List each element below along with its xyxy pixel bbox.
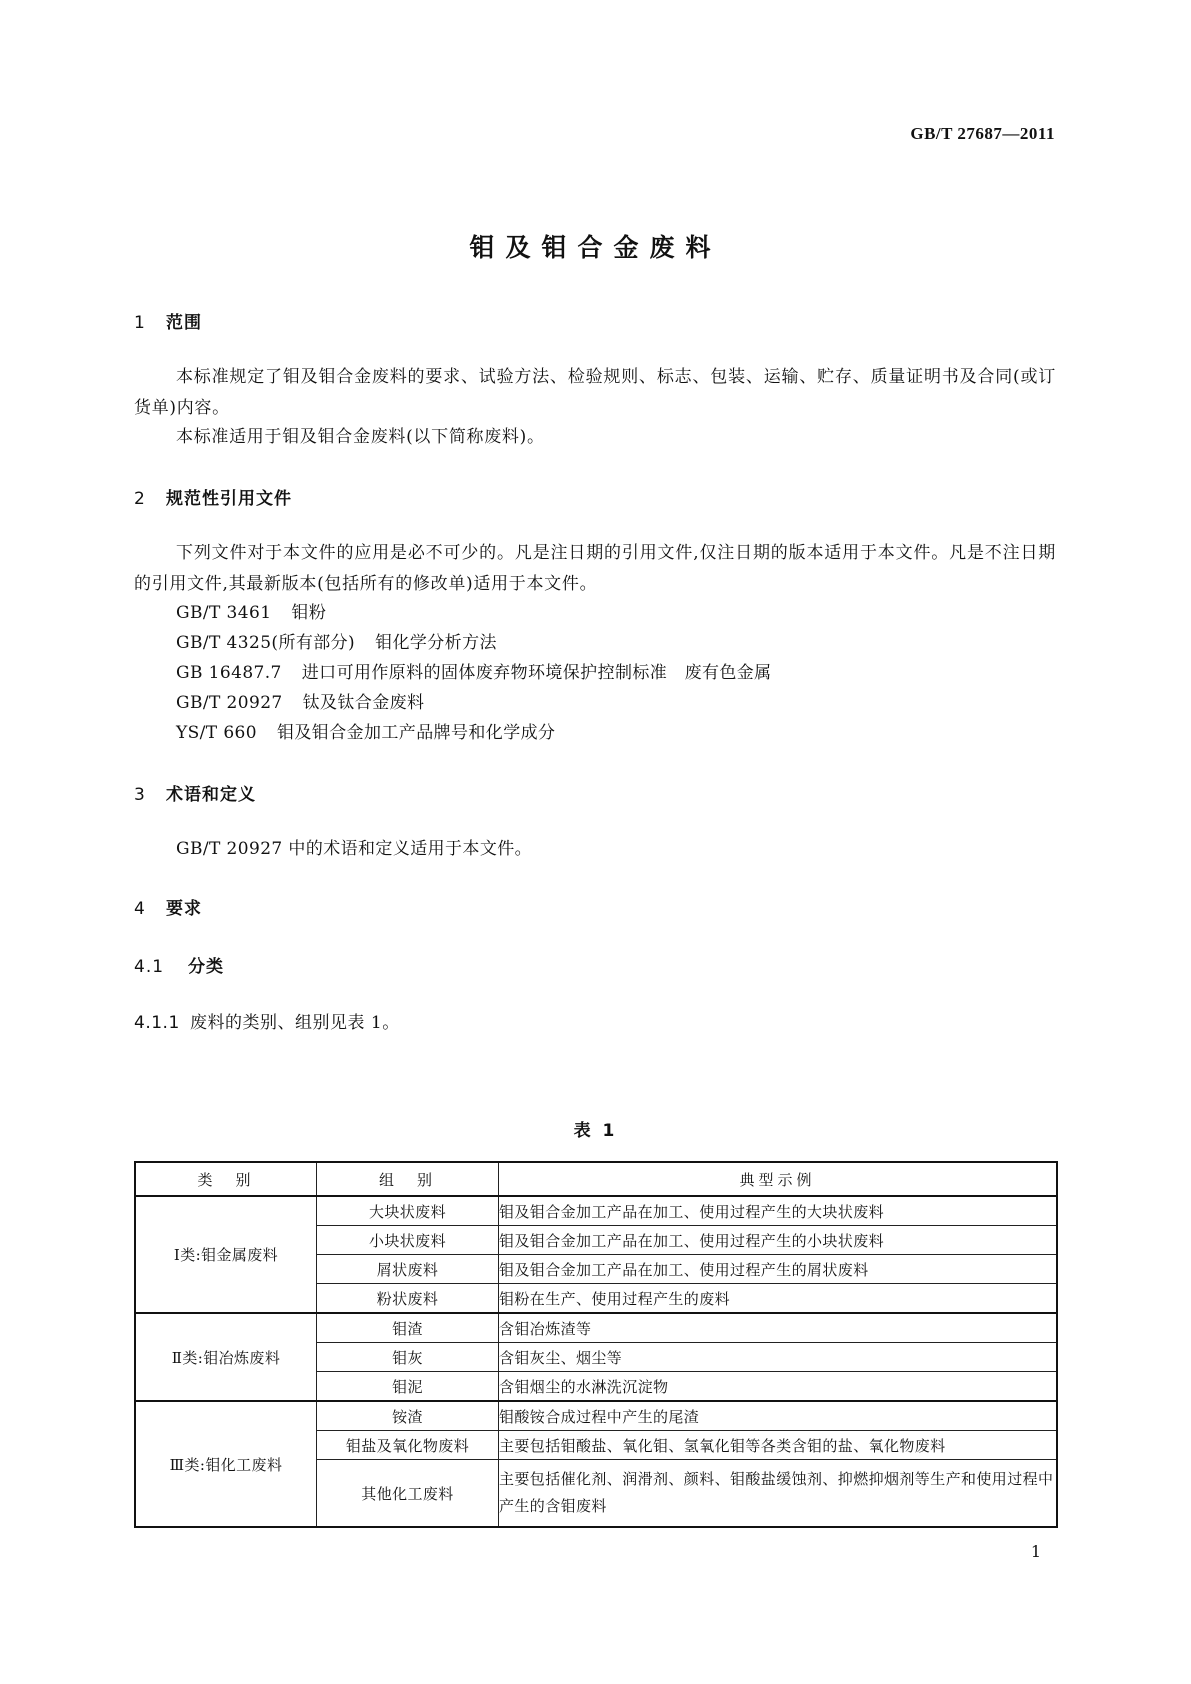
table-row: [135, 1401, 1057, 1431]
normative-references-intro: 下列文件对于本文件的应用是必不可少的。凡是注日期的引用文件,仅注日期的版本适用于本文件。凡是不注日期的引用文件,其最新版本(包括所有的修改单)适用于本文件。: [134, 543, 1056, 594]
clause-4-1-1: [134, 1008, 400, 1033]
scope-paragraph-1: 本标准规定了钼及钼合金废料的要求、试验方法、检验规则、标志、包装、运输、贮存、质量证明书及合同(或订货单)内容。: [134, 367, 1056, 418]
clause-text: 废料的类别、组别见表 1。: [190, 1013, 400, 1033]
table-row: [135, 1196, 1057, 1226]
section-2-heading: [134, 484, 292, 509]
reference-title: 钼及钼合金加工产品牌号和化学成分: [277, 723, 556, 743]
reference-item: [176, 688, 424, 713]
group-cell: 其他化工废料: [317, 1460, 499, 1528]
waste-classification-table: [134, 1161, 1058, 1528]
section-3-heading: [134, 780, 256, 805]
reference-code: GB 16487.7: [176, 663, 282, 683]
reference-item: [176, 598, 326, 623]
section-number: 4: [134, 899, 146, 919]
example-cell: 主要包括钼酸盐、氧化钼、氢氧化钼等各类含钼的盐、氧化物废料: [499, 1431, 1058, 1460]
header-category: 类 别: [135, 1162, 317, 1196]
subsection-title: 分类: [188, 957, 224, 977]
example-cell: 钼粉在生产、使用过程产生的废料: [499, 1284, 1058, 1314]
example-cell: 钼及钼合金加工产品在加工、使用过程产生的屑状废料: [499, 1255, 1058, 1284]
clause-number: 4.1.1: [134, 1013, 180, 1033]
header-group: 组 别: [317, 1162, 499, 1196]
table-caption: 表 1: [573, 1121, 618, 1141]
section-number: 3: [134, 785, 146, 805]
category-cell: Ⅱ类:钼冶炼废料: [135, 1313, 317, 1401]
example-cell: 钼及钼合金加工产品在加工、使用过程产生的大块状废料: [499, 1196, 1058, 1226]
table-header-row: [135, 1162, 1057, 1196]
terms-definitions-text: GB/T 20927 中的术语和定义适用于本文件。: [176, 839, 533, 859]
category-cell: Ⅰ类:钼金属废料: [135, 1196, 317, 1313]
page-number: 1: [1030, 1542, 1041, 1561]
group-cell: 钼灰: [317, 1343, 499, 1372]
document-title: 钼及钼合金废料: [469, 233, 722, 262]
section-title: 规范性引用文件: [166, 489, 292, 509]
group-cell: 钼泥: [317, 1372, 499, 1402]
category-cell: Ⅲ类:钼化工废料: [135, 1401, 317, 1527]
section-number: 1: [134, 313, 146, 333]
example-cell: 含钼烟尘的水淋洗沉淀物: [499, 1372, 1058, 1402]
group-cell: 粉状废料: [317, 1284, 499, 1314]
example-cell: 钼酸铵合成过程中产生的尾渣: [499, 1401, 1058, 1431]
reference-title: 钛及钛合金废料: [302, 693, 425, 713]
group-cell: 钼盐及氧化物废料: [317, 1431, 499, 1460]
group-cell: 钼渣: [317, 1313, 499, 1343]
reference-title: 进口可用作原料的固体废弃物环境保护控制标准 废有色金属: [301, 663, 772, 683]
group-cell: 大块状废料: [317, 1196, 499, 1226]
example-cell: 含钼冶炼渣等: [499, 1313, 1058, 1343]
reference-code: GB/T 20927: [176, 693, 283, 713]
reference-item: [176, 658, 772, 683]
reference-item: [176, 718, 555, 743]
reference-item: [176, 628, 497, 653]
subsection-number: 4.1: [134, 957, 165, 977]
header-example: 典型示例: [499, 1162, 1058, 1196]
section-number: 2: [134, 489, 146, 509]
reference-title: 钼化学分析方法: [375, 633, 497, 653]
example-cell: 含钼灰尘、烟尘等: [499, 1343, 1058, 1372]
standard-code: GB/T 27687—2011: [910, 124, 1055, 143]
reference-code: GB/T 3461: [176, 603, 272, 623]
reference-code: YS/T 660: [176, 723, 257, 743]
group-cell: 屑状废料: [317, 1255, 499, 1284]
section-title: 范围: [166, 313, 202, 333]
group-cell: 小块状废料: [317, 1226, 499, 1255]
subsection-4-1-heading: [134, 952, 224, 977]
table-row: [135, 1313, 1057, 1343]
section-title: 术语和定义: [166, 785, 256, 805]
section-4-heading: [134, 894, 202, 919]
reference-title: 钼粉: [291, 603, 327, 623]
scope-paragraph-2: 本标准适用于钼及钼合金废料(以下简称废料)。: [176, 427, 545, 447]
example-cell: 主要包括催化剂、润滑剂、颜料、钼酸盐缓蚀剂、抑燃抑烟剂等生产和使用过程中产生的含钼废料: [499, 1460, 1058, 1528]
group-cell: 铵渣: [317, 1401, 499, 1431]
section-1-heading: [134, 308, 202, 333]
example-cell: 钼及钼合金加工产品在加工、使用过程产生的小块状废料: [499, 1226, 1058, 1255]
section-title: 要求: [166, 899, 202, 919]
reference-code: GB/T 4325(所有部分): [176, 633, 356, 653]
